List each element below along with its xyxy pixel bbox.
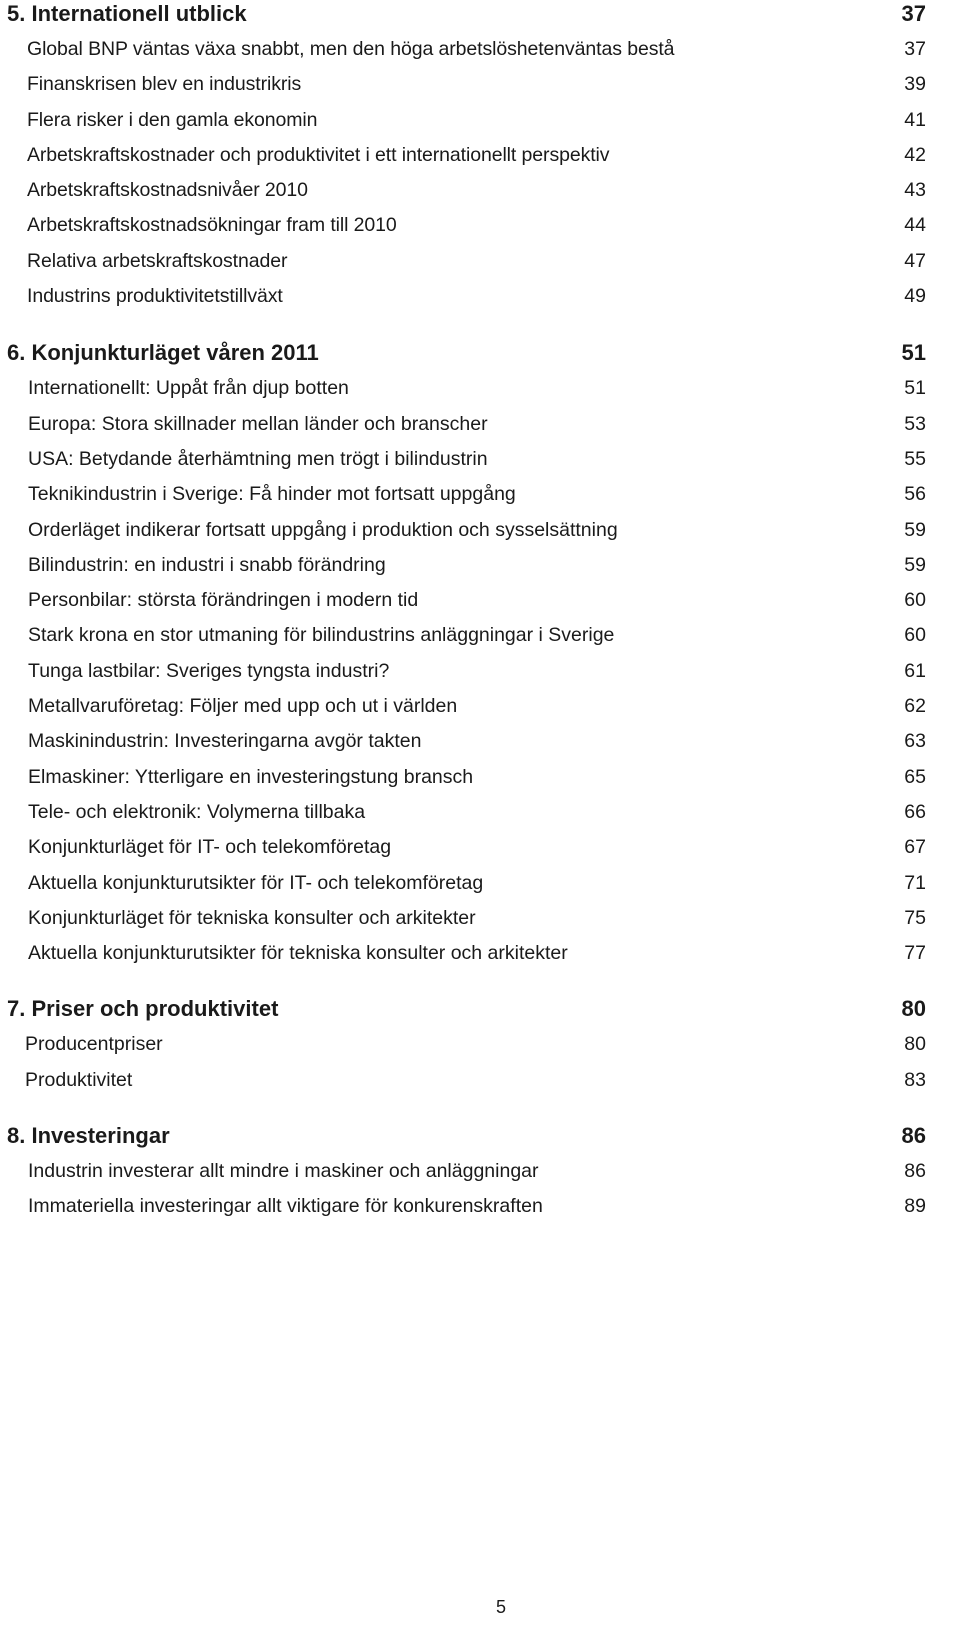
entry-title: Relativa arbetskraftskostnader	[27, 249, 288, 272]
entry-page-number: 83	[904, 1068, 926, 1091]
entry-title: Orderläget indikerar fortsatt uppgång i produktion och sysselsättning	[28, 518, 618, 541]
entry-title: Bilindustrin: en industri i snabb förändring	[28, 553, 386, 576]
entry-page-number: 66	[904, 800, 926, 823]
entry-page-number: 86	[904, 1160, 926, 1183]
section-page-number: 80	[901, 996, 926, 1022]
entry-page-number: 42	[904, 143, 926, 166]
entry-page-number: 49	[904, 285, 926, 308]
entry-title: Konjunkturläget för tekniska konsulter och arkitekter	[28, 906, 476, 929]
toc-entry[interactable]	[0, 618, 960, 653]
entry-page-number: 61	[904, 659, 926, 682]
entry-page-number: 55	[904, 447, 926, 470]
toc-section-5	[0, 0, 960, 314]
entry-page-number: 37	[904, 38, 926, 60]
entry-title: Arbetskraftskostnader och produktivitet i ett internationellt perspektiv	[27, 143, 610, 166]
entry-page-number: 59	[904, 518, 926, 541]
entry-title: Finanskrisen blev en industrikris	[27, 73, 302, 96]
entry-page-number: 62	[904, 695, 926, 718]
entry-title: Produktivitet	[25, 1068, 133, 1091]
section-title: 5. Internationell utblick	[7, 1, 247, 26]
entry-title: Personbilar: största förändringen i modern tid	[28, 589, 419, 612]
entry-title: Maskinindustrin: Investeringarna avgör takten	[28, 730, 422, 753]
section-title: 8. Investeringar	[7, 1123, 170, 1149]
entry-title: USA: Betydande återhämtning men trögt i bilindustrin	[28, 447, 488, 470]
toc-entry[interactable]	[0, 173, 960, 208]
section-heading[interactable]	[0, 1118, 960, 1154]
toc-entry[interactable]	[0, 513, 960, 548]
section-heading[interactable]	[0, 991, 960, 1027]
toc-entry[interactable]	[0, 32, 960, 67]
toc-entry[interactable]	[0, 901, 960, 936]
toc-entry[interactable]	[0, 442, 960, 477]
toc-entry[interactable]	[0, 936, 960, 971]
toc-entry[interactable]	[0, 866, 960, 901]
toc-entry[interactable]	[0, 583, 960, 618]
entry-title: Immateriella investeringar allt viktigare för konkurenskraften	[28, 1195, 543, 1218]
toc-section-7	[0, 991, 960, 1098]
toc-entry[interactable]	[0, 279, 960, 314]
entry-page-number: 63	[904, 730, 926, 753]
entry-page-number: 67	[904, 836, 926, 859]
entry-title: Aktuella konjunkturutsikter för IT- och telekomföretag	[28, 871, 484, 894]
entry-page-number: 47	[904, 249, 926, 272]
entry-page-number: 43	[904, 179, 926, 202]
section-page-number: 86	[901, 1123, 926, 1149]
entry-page-number: 39	[904, 73, 926, 96]
entry-title: Global BNP väntas växa snabbt, men den höga arbetslöshetenväntas bestå	[27, 38, 675, 60]
toc-entry[interactable]	[0, 477, 960, 512]
section-page-number: 37	[901, 1, 926, 26]
entry-title: Industrins produktivitetstillväxt	[27, 285, 283, 308]
toc-section-6	[0, 335, 960, 971]
toc-entry[interactable]	[0, 548, 960, 583]
entry-page-number: 77	[904, 942, 926, 965]
entry-title: Europa: Stora skillnader mellan länder och branscher	[28, 412, 488, 435]
entry-page-number: 80	[904, 1033, 926, 1056]
entry-title: Arbetskraftskostnadsnivåer 2010	[27, 179, 308, 202]
toc-entry[interactable]	[0, 407, 960, 442]
entry-page-number: 89	[904, 1195, 926, 1218]
entry-page-number: 44	[904, 214, 926, 237]
section-title: 7. Priser och produktivitet	[7, 996, 279, 1022]
section-spacer	[0, 971, 960, 991]
entry-title: Metallvaruföretag: Följer med upp och ut i världen	[28, 695, 458, 718]
toc-entry[interactable]	[0, 1154, 960, 1189]
toc-entry[interactable]	[0, 138, 960, 173]
entry-title: Internationellt: Uppåt från djup botten	[28, 377, 349, 400]
entry-title: Stark krona en stor utmaning för bilindustrins anläggningar i Sverige	[28, 624, 615, 647]
entry-page-number: 60	[904, 624, 926, 647]
toc-section-8	[0, 1118, 960, 1225]
entry-title: Tele- och elektronik: Volymerna tillbaka	[28, 800, 366, 823]
toc-entry[interactable]	[0, 371, 960, 406]
entry-page-number: 51	[904, 377, 926, 400]
toc-entry[interactable]	[0, 103, 960, 138]
toc-entry[interactable]	[0, 689, 960, 724]
section-heading[interactable]	[0, 335, 960, 371]
toc-entry[interactable]	[0, 795, 960, 830]
entry-title: Teknikindustrin i Sverige: Få hinder mot fortsatt uppgång	[28, 483, 516, 506]
toc-entry[interactable]	[0, 1063, 960, 1098]
entry-page-number: 65	[904, 765, 926, 788]
toc-entry[interactable]	[0, 1189, 960, 1224]
toc-entry[interactable]	[0, 208, 960, 243]
section-spacer	[0, 1098, 960, 1118]
section-page-number: 51	[901, 340, 926, 366]
toc-entry[interactable]	[0, 830, 960, 865]
toc-entry[interactable]	[0, 654, 960, 689]
entry-page-number: 59	[904, 553, 926, 576]
section-heading[interactable]	[0, 0, 960, 32]
toc-entry[interactable]	[0, 67, 960, 102]
toc-entry[interactable]	[0, 244, 960, 279]
entry-page-number: 71	[904, 871, 926, 894]
toc-entry[interactable]	[0, 1027, 960, 1062]
entry-title: Tunga lastbilar: Sveriges tyngsta industri?	[28, 659, 390, 682]
entry-title: Producentpriser	[25, 1033, 163, 1056]
page-number: 5	[496, 1597, 507, 1617]
entry-page-number: 53	[904, 412, 926, 435]
entry-title: Konjunkturläget för IT- och telekomföretag	[28, 836, 392, 859]
entry-title: Elmaskiner: Ytterligare en investeringstung bransch	[28, 765, 474, 788]
toc-entry[interactable]	[0, 760, 960, 795]
entry-page-number: 75	[904, 906, 926, 929]
entry-page-number: 41	[904, 108, 926, 131]
entry-title: Aktuella konjunkturutsikter för tekniska konsulter och arkitekter	[28, 942, 568, 965]
entry-page-number: 56	[904, 483, 926, 506]
entry-page-number: 60	[904, 589, 926, 612]
entry-title: Arbetskraftskostnadsökningar fram till 2010	[27, 214, 397, 237]
section-title: 6. Konjunkturläget våren 2011	[7, 340, 319, 366]
entry-title: Industrin investerar allt mindre i maskiner och anläggningar	[28, 1160, 539, 1183]
toc-entry[interactable]	[0, 724, 960, 759]
entry-title: Flera risker i den gamla ekonomin	[27, 108, 318, 131]
section-spacer	[0, 314, 960, 335]
